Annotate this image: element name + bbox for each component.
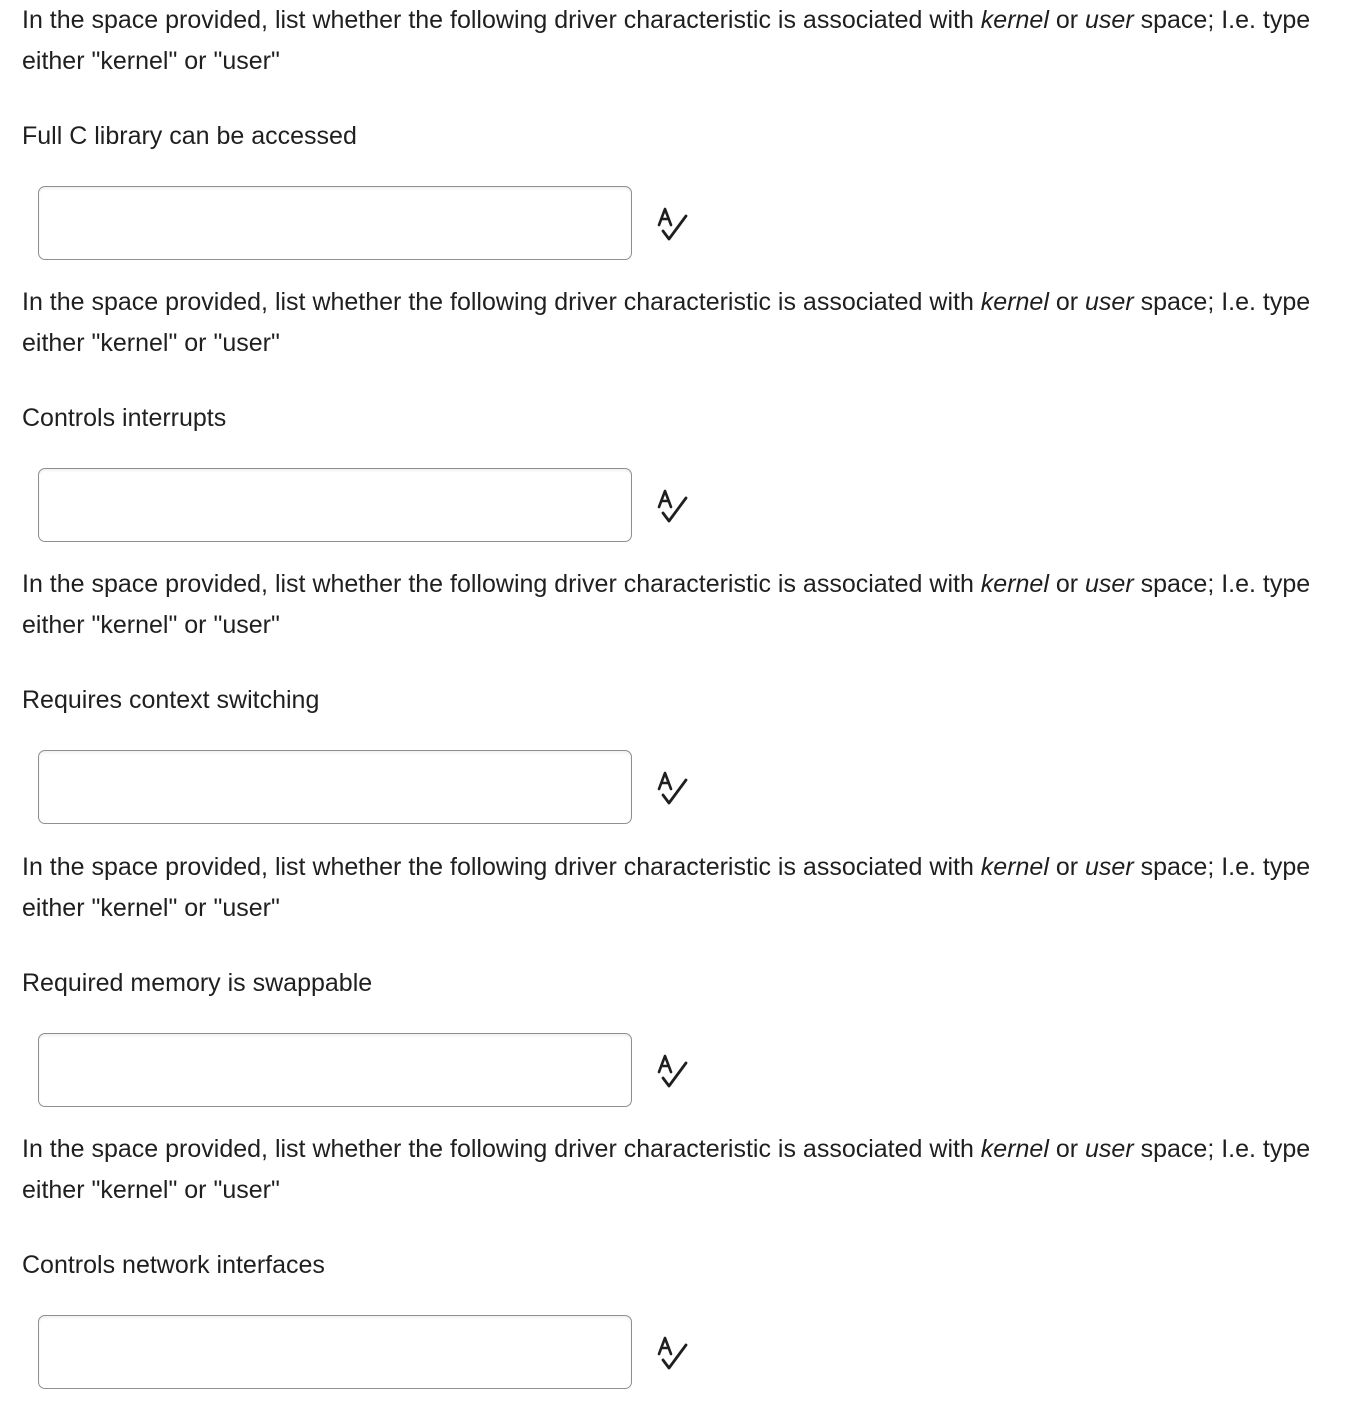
question-block [0, 0, 1354, 282]
instruction-text: space; I.e. type either "kernel" or "user" [22, 570, 1311, 639]
question-instruction [22, 847, 1342, 929]
answer-input[interactable] [38, 186, 632, 260]
question-prompt: Full C library can be accessed [22, 122, 357, 150]
question-instruction [22, 282, 1342, 364]
instruction-text: space; I.e. type either "kernel" or "user" [22, 1135, 1311, 1204]
instruction-text: In the space provided, list whether the following driver characteristic is associated with [22, 288, 981, 316]
instruction-kernel-term: kernel [980, 570, 1049, 598]
instruction-text: or [1048, 6, 1086, 34]
question-prompt: Controls network interfaces [22, 1251, 325, 1279]
instruction-kernel-term: kernel [980, 6, 1049, 34]
question-block [0, 564, 1354, 846]
instruction-text: In the space provided, list whether the following driver characteristic is associated with [22, 6, 981, 34]
instruction-user-term: user [1085, 288, 1134, 316]
spellcheck-icon[interactable] [652, 486, 692, 526]
instruction-user-term: user [1085, 6, 1134, 34]
instruction-text: In the space provided, list whether the following driver characteristic is associated with [22, 1135, 981, 1163]
answer-input[interactable] [38, 1315, 632, 1389]
spellcheck-icon[interactable] [652, 1051, 692, 1091]
instruction-user-term: user [1085, 570, 1134, 598]
answer-input[interactable] [38, 1033, 632, 1107]
question-block [0, 282, 1354, 564]
question-prompt: Requires context switching [22, 686, 320, 714]
instruction-text: In the space provided, list whether the following driver characteristic is associated with [22, 853, 981, 881]
question-prompt: Controls interrupts [22, 404, 227, 432]
instruction-user-term: user [1085, 853, 1134, 881]
instruction-text: space; I.e. type either "kernel" or "user" [22, 6, 1311, 75]
spellcheck-icon[interactable] [652, 204, 692, 244]
instruction-kernel-term: kernel [980, 853, 1049, 881]
instruction-text: or [1048, 570, 1086, 598]
instruction-text: or [1048, 288, 1086, 316]
instruction-kernel-term: kernel [980, 1135, 1049, 1163]
instruction-kernel-term: kernel [980, 288, 1049, 316]
instruction-text: In the space provided, list whether the following driver characteristic is associated with [22, 570, 981, 598]
instruction-text: or [1048, 1135, 1086, 1163]
question-prompt: Required memory is swappable [22, 969, 373, 997]
question-block [0, 847, 1354, 1129]
spellcheck-icon[interactable] [652, 1333, 692, 1373]
question-instruction [22, 564, 1342, 646]
question-block [0, 1129, 1354, 1411]
answer-input[interactable] [38, 468, 632, 542]
instruction-user-term: user [1085, 1135, 1134, 1163]
question-instruction [22, 0, 1342, 82]
spellcheck-icon[interactable] [652, 768, 692, 808]
instruction-text: space; I.e. type either "kernel" or "user" [22, 288, 1311, 357]
question-instruction [22, 1129, 1342, 1211]
instruction-text: space; I.e. type either "kernel" or "user" [22, 853, 1311, 922]
instruction-text: or [1048, 853, 1086, 881]
answer-input[interactable] [38, 750, 632, 824]
